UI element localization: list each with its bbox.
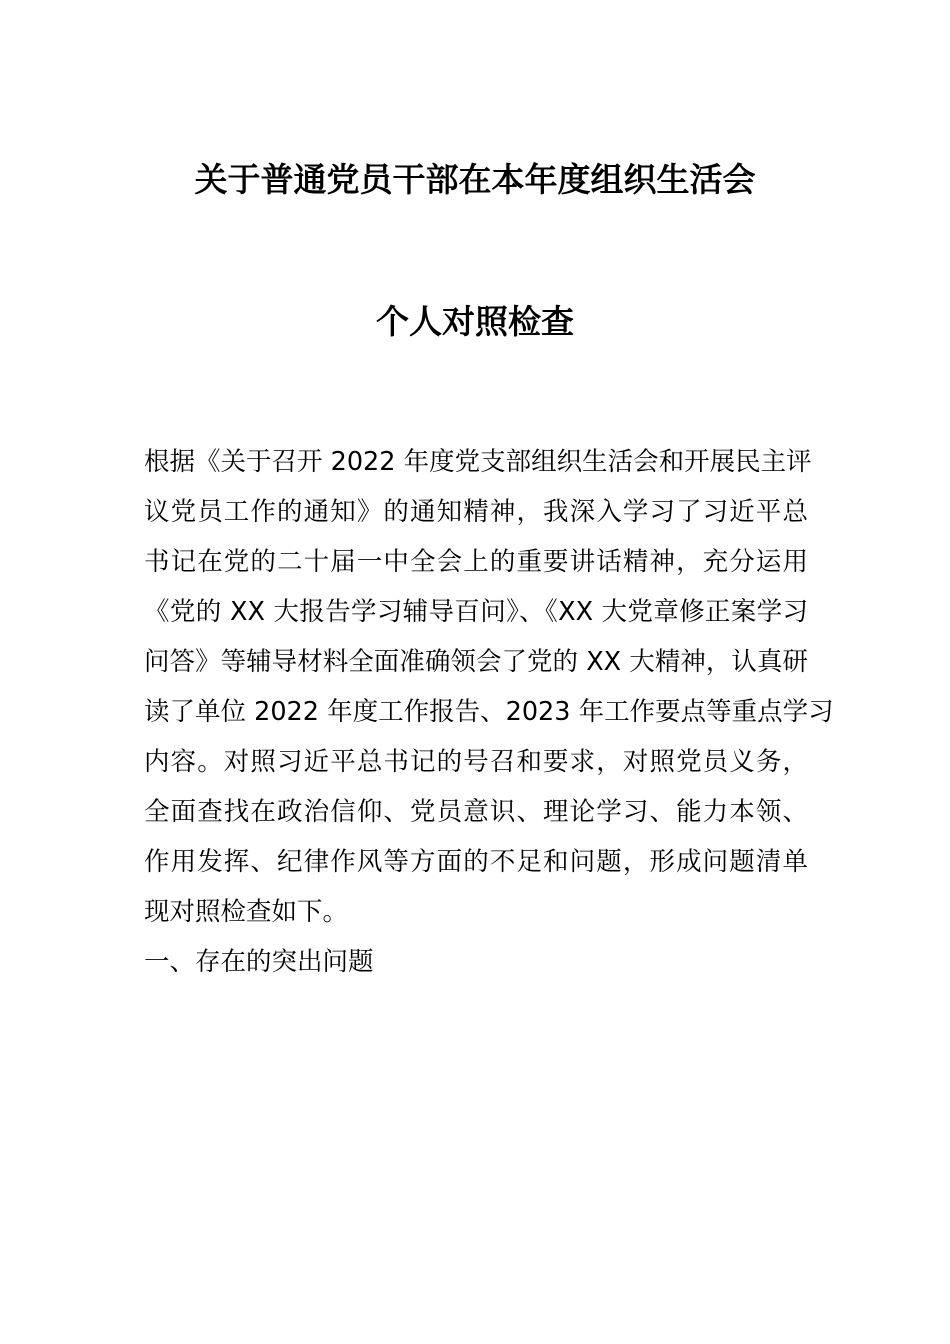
paragraph-line: 问答》等辅导材料全面准确领会了党的 XX 大精神，认真研 (144, 647, 808, 677)
section-heading: 一、存在的突出问题 (144, 947, 374, 977)
paragraph-line: 书记在党的二十届一中全会上的重要讲话精神，充分运用 (144, 547, 808, 577)
paragraph-line: 内容。对照习近平总书记的号召和要求，对照党员义务， (144, 747, 808, 777)
paragraph-line: 《党的 XX 大报告学习辅导百问》、《XX 大党章修正案学习 (144, 597, 808, 627)
paragraph-line: 现对照检查如下。 (144, 897, 349, 927)
document-title-line-2: 个人对照检查 (376, 302, 574, 341)
paragraph-line: 议党员工作的通知》的通知精神，我深入学习了习近平总 (144, 497, 808, 527)
document-title-line-1: 关于普通党员干部在本年度组织生活会 (194, 160, 756, 199)
paragraph-line: 全面查找在政治信仰、党员意识、理论学习、能力本领、 (144, 797, 808, 827)
paragraph-line: 读了单位 2022 年度工作报告、2023 年工作要点等重点学习 (144, 697, 834, 727)
paragraph-line: 根据《关于召开 2022 年度党支部组织生活会和开展民主评 (144, 447, 812, 477)
body-paragraph (144, 437, 834, 987)
paragraph-line: 作用发挥、纪律作风等方面的不足和问题，形成问题清单 (144, 847, 808, 877)
